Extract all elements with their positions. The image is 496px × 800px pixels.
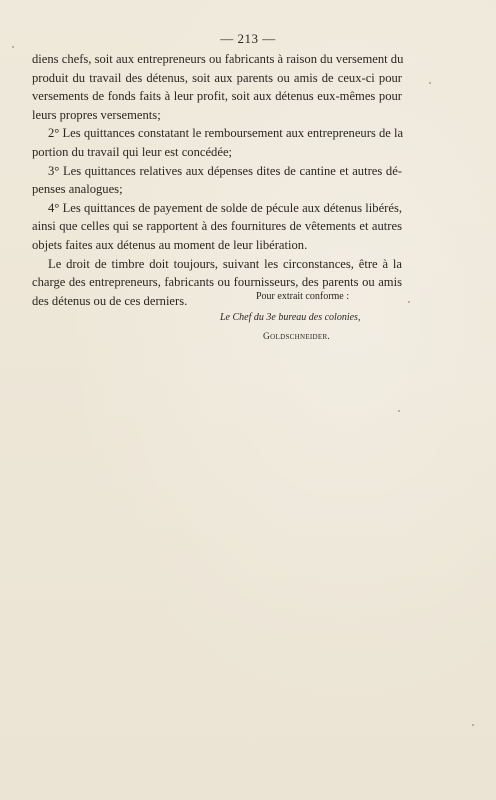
text-line: 2° Les quittances constatant le remboursement aux entrepreneurs de la bbox=[48, 126, 404, 141]
paper-speck bbox=[472, 724, 474, 726]
text-line: versements de fonds faits à leur profit, soit aux détenus eux-mêmes pour bbox=[32, 89, 402, 104]
page-number: — 213 — bbox=[220, 31, 276, 46]
text-line: 4° Les quittances de payement de solde de pécule aux détenus libérés, bbox=[48, 200, 402, 215]
text-line: Le droit de timbre doit toujours, suivant les circonstances, être à la bbox=[48, 256, 402, 271]
text-line: 3° Les quittances relatives aux dépenses dites de cantine et autres dé- bbox=[48, 163, 402, 178]
paper-speck bbox=[398, 410, 400, 412]
text-line: leurs propres versements; bbox=[32, 107, 161, 122]
signature-name: Goldschneider. bbox=[263, 332, 331, 342]
signature-label: Pour extrait conforme : bbox=[256, 291, 350, 302]
text-line: produit du travail des détenus, soit aux parents ou amis de ceux-ci pour bbox=[32, 70, 402, 85]
text-line: portion du travail qui leur est concédée; bbox=[32, 144, 233, 159]
text-line: objets faites aux détenus au moment de leur libération. bbox=[32, 237, 308, 252]
text-line: diens chefs, soit aux entrepreneurs ou fabricants à raison du versement du bbox=[32, 52, 404, 66]
signature-title: Le Chef du 3e bureau des colonies, bbox=[220, 312, 361, 323]
text-line: charge des entrepreneurs, fabricants ou fournisseurs, des parents ou amis bbox=[32, 275, 402, 290]
text-line: des détenus ou de ces derniers. bbox=[32, 293, 188, 308]
paper-speck bbox=[12, 46, 14, 48]
paper-speck bbox=[429, 82, 431, 84]
paper-speck bbox=[408, 301, 410, 303]
text-line: penses analogues; bbox=[32, 182, 123, 197]
text-line: ainsi que celles qui se rapportent à des fournitures de vêtements et autres bbox=[32, 219, 402, 234]
body-text bbox=[32, 50, 402, 310]
